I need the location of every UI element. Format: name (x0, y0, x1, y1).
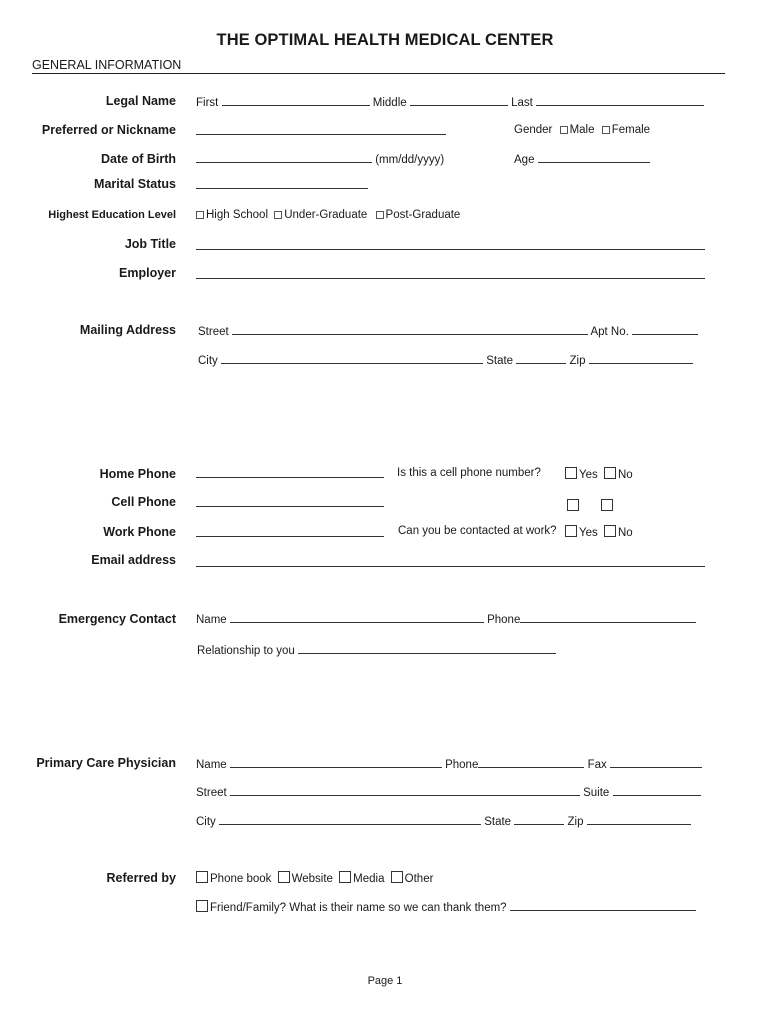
male-label: Male (569, 124, 595, 136)
cell-option-1-checkbox[interactable] (567, 499, 579, 511)
other-label: Other (404, 873, 434, 885)
pcp-zip-input[interactable] (587, 814, 691, 825)
pcp-city-label: City (196, 816, 216, 828)
education-label: Highest Education Level (48, 209, 176, 221)
mailing-street-input[interactable] (232, 324, 588, 335)
page-number: Page 1 (367, 975, 403, 987)
middle-name-input[interactable] (410, 95, 508, 106)
age-input[interactable] (538, 152, 650, 163)
work-no-checkbox[interactable] (604, 525, 616, 537)
undergrad-label: Under-Graduate (284, 209, 368, 221)
cell-question-options (565, 467, 633, 481)
mailing-city-row (198, 353, 693, 367)
cell-phone-row (196, 496, 384, 510)
pcp-fax-input[interactable] (610, 757, 702, 768)
friend-name-input[interactable] (510, 900, 696, 911)
media-checkbox[interactable] (339, 871, 351, 883)
work-question: Can you be contacted at work? (398, 525, 557, 537)
friend-family-label: Friend/Family? What is their name so we can thank them? (210, 902, 507, 914)
mailing-street-row (198, 324, 698, 338)
home-cell-no-checkbox[interactable] (604, 467, 616, 479)
pcp-city-row (196, 814, 691, 828)
home-cell-yes-checkbox[interactable] (565, 467, 577, 479)
mailing-city-input[interactable] (221, 353, 483, 364)
apt-input[interactable] (632, 324, 698, 335)
phone-book-label: Phone book (210, 873, 272, 885)
pcp-street-label: Street (196, 787, 227, 799)
female-checkbox[interactable] (602, 126, 610, 134)
emergency-phone-input[interactable] (520, 612, 696, 623)
work-phone-row (196, 526, 384, 540)
employer-label: Employer (119, 266, 176, 280)
pcp-street-input[interactable] (230, 785, 580, 796)
pcp-street-row (196, 785, 701, 799)
work-yes-checkbox[interactable] (565, 525, 577, 537)
male-checkbox[interactable] (560, 126, 568, 134)
referred-by-label: Referred by (106, 871, 176, 885)
cell-question: Is this a cell phone number? (397, 467, 541, 479)
age-row (514, 152, 650, 166)
state-label: State (486, 355, 514, 367)
dob-label: Date of Birth (101, 152, 176, 166)
cell-options (567, 497, 615, 515)
media-label: Media (353, 873, 385, 885)
date-format-hint: (mm/dd/yyyy) (375, 154, 445, 166)
website-label: Website (291, 873, 333, 885)
home-phone-input[interactable] (196, 467, 384, 478)
preferred-name-input[interactable] (196, 124, 446, 135)
city-label: City (198, 355, 218, 367)
mailing-state-input[interactable] (516, 353, 566, 364)
gender-label: Gender (514, 124, 553, 136)
relationship-input[interactable] (298, 643, 556, 654)
marital-status-label: Marital Status (94, 177, 176, 191)
mailing-zip-input[interactable] (589, 353, 693, 364)
pcp-name-label: Name (196, 759, 227, 771)
phone-book-checkbox[interactable] (196, 871, 208, 883)
dob-input[interactable] (196, 152, 372, 163)
pcp-label: Primary Care Physician (36, 756, 176, 770)
emergency-phone-label: Phone (487, 614, 521, 626)
work-yes-label: Yes (579, 527, 598, 539)
website-checkbox[interactable] (278, 871, 290, 883)
work-no-label: No (617, 527, 633, 539)
marital-status-input[interactable] (196, 178, 368, 189)
referral-options (196, 871, 433, 885)
page-title: THE OPTIMAL HEALTH MEDICAL CENTER (216, 31, 554, 49)
work-phone-input[interactable] (196, 526, 384, 537)
female-label: Female (611, 124, 651, 136)
last-name-label: Last (511, 97, 533, 109)
section-divider (32, 73, 725, 74)
age-label: Age (514, 154, 535, 166)
job-title-input[interactable] (196, 249, 705, 250)
first-name-input[interactable] (222, 95, 370, 106)
home-phone-row (196, 467, 384, 481)
employer-input[interactable] (196, 278, 705, 279)
friend-row (196, 900, 696, 914)
other-checkbox[interactable] (391, 871, 403, 883)
pcp-zip-label: Zip (567, 816, 584, 828)
cell-phone-label: Cell Phone (111, 495, 176, 509)
job-title-label: Job Title (124, 237, 176, 251)
gender-group (514, 124, 650, 136)
education-options (196, 209, 460, 221)
section-heading: GENERAL INFORMATION (32, 58, 182, 72)
email-input[interactable] (196, 566, 705, 567)
pcp-phone-label: Phone (445, 759, 479, 771)
pcp-phone-input[interactable] (478, 757, 584, 768)
preferred-name-label: Preferred or Nickname (41, 123, 176, 137)
legal-name-row (196, 95, 704, 109)
pcp-city-input[interactable] (219, 814, 481, 825)
undergrad-checkbox[interactable] (274, 211, 282, 219)
postgrad-checkbox[interactable] (376, 211, 384, 219)
pcp-state-label: State (484, 816, 512, 828)
pcp-suite-input[interactable] (613, 785, 701, 796)
pcp-state-input[interactable] (514, 814, 564, 825)
last-name-input[interactable] (536, 95, 704, 106)
middle-name-label: Middle (372, 97, 407, 109)
apt-label: Apt No. (590, 326, 629, 338)
marital-row (196, 178, 368, 192)
postgrad-label: Post-Graduate (385, 209, 461, 221)
high-school-checkbox[interactable] (196, 211, 204, 219)
pcp-name-input[interactable] (230, 757, 442, 768)
work-question-options (565, 525, 633, 539)
first-name-label: First (196, 97, 219, 109)
emergency-contact-label: Emergency Contact (58, 612, 176, 626)
emergency-name-input[interactable] (230, 612, 484, 623)
work-phone-label: Work Phone (103, 525, 176, 539)
high-school-label: High School (206, 209, 269, 221)
pcp-suite-label: Suite (583, 787, 610, 799)
pcp-name-row (196, 757, 702, 771)
legal-name-label: Legal Name (105, 94, 176, 108)
yes-label: Yes (579, 469, 598, 481)
cell-phone-input[interactable] (196, 496, 384, 507)
dob-row (196, 152, 444, 166)
home-phone-label: Home Phone (99, 467, 176, 481)
emergency-row (196, 612, 696, 626)
emergency-name-label: Name (196, 614, 227, 626)
pcp-fax-label: Fax (587, 759, 607, 771)
relationship-label: Relationship to you (197, 645, 295, 657)
email-label: Email address (91, 553, 176, 567)
cell-option-2-checkbox[interactable] (601, 499, 613, 511)
friend-family-checkbox[interactable] (196, 900, 208, 912)
relationship-row (197, 643, 556, 657)
zip-label: Zip (569, 355, 586, 367)
preferred-row (196, 124, 446, 138)
street-label: Street (198, 326, 229, 338)
mailing-address-label: Mailing Address (79, 323, 176, 337)
no-label: No (617, 469, 633, 481)
